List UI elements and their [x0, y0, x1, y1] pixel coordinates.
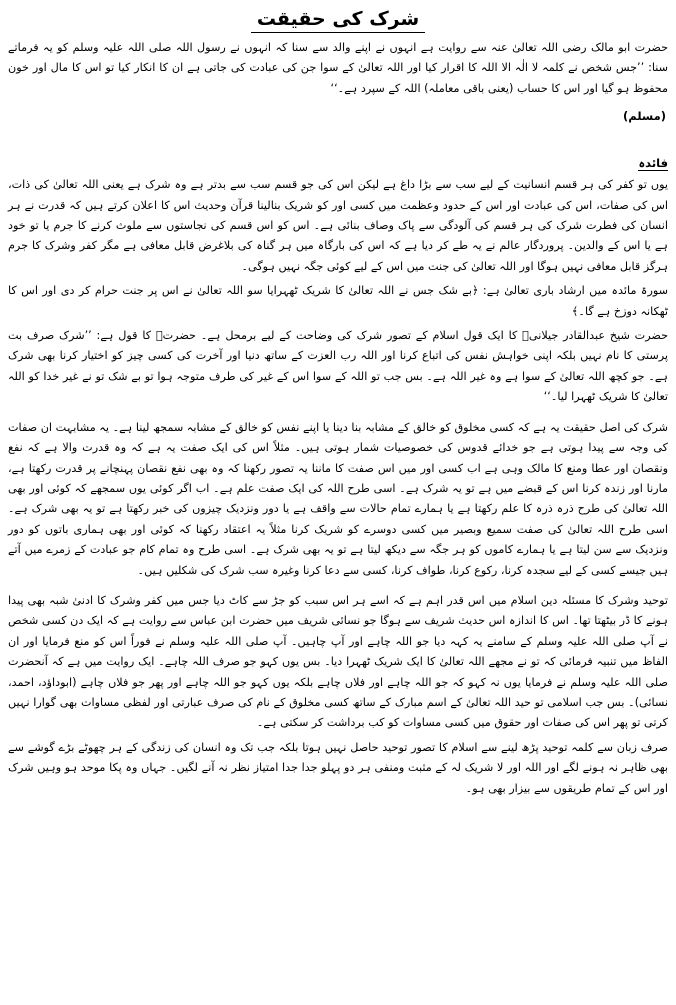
faida-heading: [8, 153, 668, 173]
page-title: شرک کی حقیقت: [251, 6, 425, 33]
paragraph: شرک کی اصل حقیقت یہ ہے کہ کسی مخلوق کو خالق کے مشابہ بنا دینا یا اپنے نفس کو خالق کے مشابہ سمجھ لینا ہے۔ یہ مشابہت ان صفات کی وجہ سے پیدا ہوتی ہے جو خدائے قدوس کی خصوصیات شمار ہوتی ہیں۔ مثلاً اس کی ایک صفت یہ ہے کہ وہ قدرت والا ہے کہ نفع ونقصان اور عطا ومنع کا مالک وہی ہے اب کسی اور میں اس صفت کا ماننا یہ تصور رکھنا کہ وہ بھی نفع نقصان پہنچانے پر قدرت رکھتا ہے، مارنا اور زندہ کرنا اس کے قبضے میں ہے تو یہ شرک ہے۔ اسی طرح اللہ کی ایک صفت علم ہے۔ اب اگر کوئی یوں سمجھے کہ کوئی اور بھی اللہ تعالیٰ کی طرح ذرہ ذرہ کا علم رکھتا ہے یا ہمارے تمام حالات سے واقف ہے یا دور ونزدیک چیزوں کی خبر رکھتا ہے تو یہ بھی شرک ہے۔ اسی طرح اللہ تعالیٰ کی صفت سمیع وبصیر میں کسی دوسرے کو شریک کرنا مثلاً یہ اعتقاد رکھنا کہ کوئی اور بھی ہماری باتوں کو دور ونزدیک سے سن لیتا ہے یا ہمارے کاموں کو ہر جگہ سے دیکھ لیتا ہے تو یہ بھی شرک ہے۔ اسی طرح وہ تمام کام جو عبادت کے زمرے میں آتے ہیں جیسے کسی کے لیے سجدہ کرنا، رکوع کرنا، طواف کرنا، کسی سے دعا کرنا وغیرہ سب شرک کی شکلیں ہیں۔: [8, 420, 668, 577]
faida-heading-label: فائدہ: [638, 156, 668, 171]
title-wrap: [8, 6, 668, 36]
paragraph: صرف زبان سے کلمہ توحید پڑھ لینے سے اسلام کا تصور توحید حاصل نہیں ہوتا بلکہ جب تک وہ انسان کی زندگی کے ہر چھوٹے بڑے گوشے سے بھی ظاہر نہ ہونے لگے اور اللہ اور لا شریک لہ کے مثبت ومنفی ہر دو پہلو جدا جدا امتیاز نظر نہ آنے لگیں۔ جہاں وہ پکا موحد ہو وہیں شرک اور اس کے تمام طریقوں سے بیزار بھی ہو۔: [8, 740, 668, 795]
paragraph: توحید وشرک کا مسئلہ دین اسلام میں اس قدر اہم ہے کہ اسے ہر اس سبب کو جڑ سے کاٹ دیا جس میں کفر وشرک کا ادنیٰ شبہ بھی پیدا ہونے کا ڈر بیٹھتا تھا۔ اس کا اندازہ اس حدیث شریف سے ہوگا جو نسائی شریف میں حضرت ابن عباس سے روایت ہے کہ ایک دن کسی شخص نے آپ صلی اللہ علیہ وسلم کے سامنے یہ کہہ دیا جو اللہ چاہے اور آپ چاہیں۔ آپ صلی اللہ علیہ وسلم نے فوراً اس کو منع فرمایا اور ان الفاظ میں تنبیہ فرمائی کہ تو نے مجھے اللہ تعالیٰ کا ایک شریک ٹھہرا دیا۔ بس یوں کہو جو صرف اللہ چاہے۔ ایک روایت میں ہے کہ آنحضرت صلی اللہ علیہ وسلم نے فرمایا یوں نہ کہو کہ جو اللہ چاہے اور فلاں چاہے بلکہ یوں کہو جو اللہ چاہے اور پھر جو فلاں چاہے (ابوداؤد، احمد، نسائی)۔ بس جب اسلامی تو حید اللہ تعالیٰ کے اسم مبارک کے ساتھ کسی مخلوق کے نام کی صرف عبارتی اور لفظی مساوات بھی گوارا نہیں کرتی تو پھر اس کی صفات اور حقوق میں کسی مساوات کو کب برداشت کر سکتی ہے۔: [8, 593, 668, 730]
paragraph: سورۃ مائدہ میں ارشاد باری تعالیٰ ہے: ﴿بے شک جس نے اللہ تعالیٰ کا شریک ٹھہرایا سو اللہ تعالیٰ نے اس پر جنت حرام کر دی اور اس کا ٹھکانہ دوزخ ہے گا۔﴾: [8, 284, 668, 318]
hadith-source: (مسلم): [622, 109, 666, 124]
hadith-text: حضرت ابو مالک رضی اللہ تعالیٰ عنہ سے روایت ہے انہوں نے اپنے والد سے سنا کہ انہوں نے رسول اللہ صلی اللہ علیہ وسلم کو یہ فرماتے سنا: ’’جس شخص نے کلمہ لا الٰہ الا اللہ کا اقرار کیا اور اللہ تعالیٰ کے سوا جن کی عبادت کی جاتی ہے ان کا انکار کیا تو اس کا مال اور خون محفوظ ہو گیا اور اس کا حساب (یعنی باقی معاملہ) اللہ کے سپرد ہے۔‘‘: [8, 41, 668, 95]
paragraph: حضرت شیخ عبدالقادر جیلانیؒ کا ایک قول اسلام کے تصور شرک کی وضاحت کے لیے برمحل ہے۔ حضرتؒ کا قول ہے: ’’شرک صرف بت پرستی کا نام نہیں بلکہ اپنی خواہش نفس کی اتباع کرنا اور اللہ رب العزت کے ساتھ دنیا اور آخرت کی کسی چیز کو اختیار کرنا بھی شرک ہے۔ جو کچھ اللہ تعالیٰ کے سوا ہے وہ غیر اللہ ہے۔ بس جب تو اللہ کے سوا اس کے غیر کی طرف متوجہ ہوا تو بے شک تو نے غیر خدا کو اللہ تعالیٰ کا شریک ٹھہرا لیا۔‘‘: [8, 329, 668, 404]
paragraph: یوں تو کفر کی ہر قسم انسانیت کے لیے سب سے بڑا داغ ہے لیکن اس کی جو قسم سب سے بدتر ہے وہ شرک ہے یعنی اللہ تعالیٰ کی ذات، اس کی صفات، اس کی عبادت اور اس کے حدود وعظمت میں کسی اور کو شریک بنالینا قرآن وحدیث اس کا اعلان کرتے ہیں کہ قدرت نے ہر انسان کی فطرت شرک کی ہر قسم کی آلودگی سے پاک وصاف بنائی ہے۔ اس کو اس قسم کی نجاستوں سے ملوث کرنے کا جرم یا تو خود ہے یا اس کے والدین۔ پروردگار عالم نے یہ طے کر دیا ہے کہ اس کی بارگاہ میں ہر گناہ کی بلاغرض قابل معافی ہے مگر کفر وشرک کا جرم ہرگز قابل معافی نہیں ہوگا اور اللہ تعالیٰ کی جنت میں اس کے لیے کوئی جگہ نہیں ہوگی۔: [8, 178, 668, 273]
